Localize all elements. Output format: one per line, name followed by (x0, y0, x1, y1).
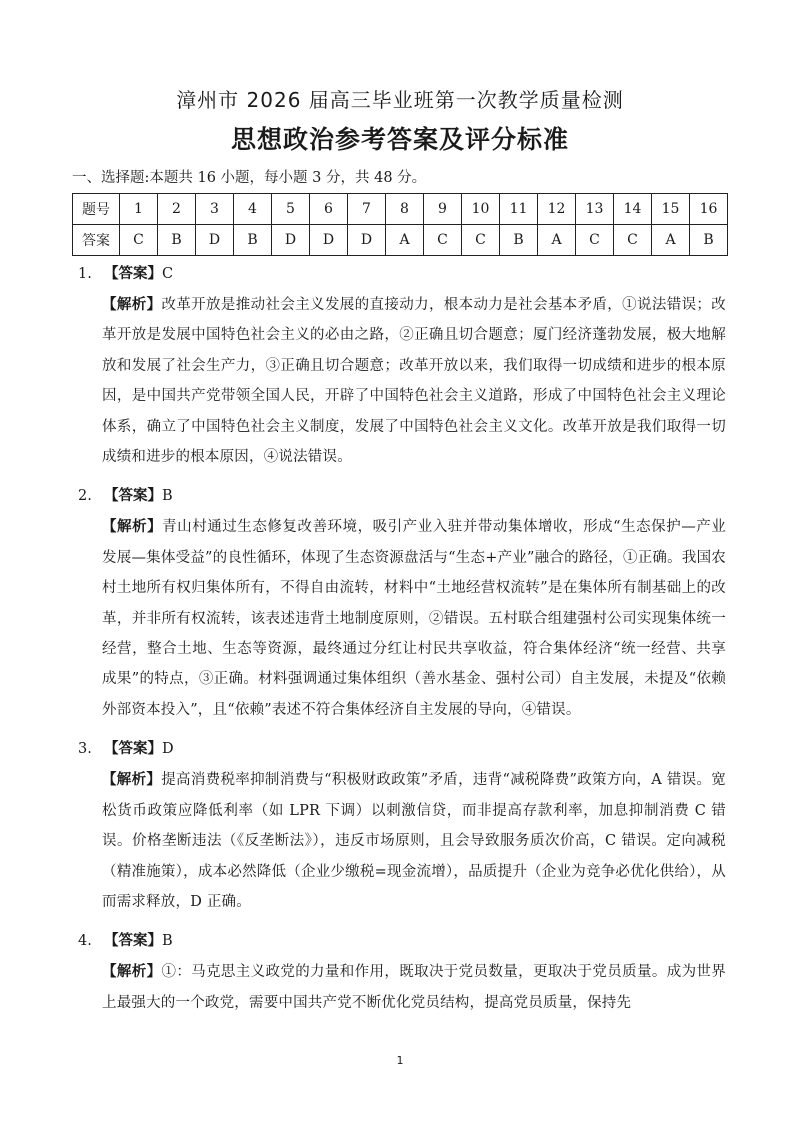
table-cell: D (348, 225, 386, 256)
table-cell: C (462, 225, 500, 256)
table-cell: C (120, 225, 158, 256)
table-cell: B (234, 225, 272, 256)
table-cell: C (614, 225, 652, 256)
analysis-paragraph (102, 765, 726, 917)
table-cell: 1 (120, 194, 158, 225)
question-answer-line (78, 258, 726, 290)
answer-value: C (162, 266, 174, 282)
question-number: 1. (78, 266, 92, 282)
question-answer-line (78, 733, 726, 765)
analysis-tag: 【解析】 (102, 771, 162, 789)
table-cell: 7 (348, 194, 386, 225)
analysis-text: 青山村通过生态修复改善环境，吸引产业入驻并带动集体增收，形成“生态保护—产业发展—集体受益”的良性循环，体现了生态资源盘活与“生态+产业”融合的路径，①正确。我国农村土地所有权归集体所有，不得自由流转，材料中“土地经营权流转”是在集体所有制基础上的改革，并非所有权流转，该表述违背土地制度原则，②错误。五村联合组建强村公司实现集体统一经营，整合土地、生态等资源，最终通过分红让村民共享收益，符合集体经济“统一经营、共享成果”的特点，③正确。材料强调通过集体组织（善水基金、强村公司）自主发展，未提及“依赖外部资本投入”，且“依赖”表述不符合集体经济自主发展的导向，④错误。 (102, 519, 726, 718)
answer-tag: 【答案】 (104, 487, 162, 505)
table-cell: 16 (690, 194, 728, 225)
question-answer-line (78, 925, 726, 957)
table-cell: 11 (500, 194, 538, 225)
table-cell: C (576, 225, 614, 256)
question-number: 2. (78, 488, 92, 505)
table-cell: 12 (538, 194, 576, 225)
question-answer-line (78, 480, 726, 512)
analysis-paragraph (102, 512, 726, 725)
row-label: 答案 (73, 225, 120, 256)
table-cell: 8 (386, 194, 424, 225)
answer-explanations (78, 258, 726, 1026)
table-cell: C (424, 225, 462, 256)
table-cell: D (196, 225, 234, 256)
table-row-answers (73, 225, 728, 256)
answer-tag: 【答案】 (104, 932, 162, 950)
answer-value: B (162, 488, 173, 505)
analysis-text: 提高消费税率抑制消费与“积极财政政策”矛盾，违背“减税降费”政策方向，A 错误。宽松货币政策应降低利率（如 LPR 下调）以刺激信贷，而非提高存款利率，加息抑制消费 C 错误。价格垄断违法（《反垄断法》），违反市场原则，且会导致服务质次价高，C 错误。定向减税（精准施策），成本必然降低（企业少缴税=现金流增），品质提升（企业为竞争必优化供给），从而需求释放，D 正确。 (102, 772, 726, 910)
analysis-paragraph (102, 957, 726, 1018)
table-cell: D (272, 225, 310, 256)
analysis-text: 改革开放是推动社会主义发展的直接动力，根本动力是社会基本矛盾，①说法错误；改革开放是发展中国特色社会主义的必由之路，②正确且切合题意；厦门经济蓬勃发展，极大地解放和发展了社会生产力，③正确且切合题意；改革开放以来，我们取得一切成绩和进步的根本原因，是中国共产党带领全国人民，开辟了中国特色社会主义道路，形成了中国特色社会主义理论体系，确立了中国特色社会主义制度，发展了中国特色社会主义文化。改革开放是我们取得一切成绩和进步的根本原因，④说法错误。 (102, 297, 726, 466)
table-cell: B (690, 225, 728, 256)
analysis-tag: 【解析】 (102, 963, 162, 981)
answer-tag: 【答案】 (104, 265, 162, 282)
table-cell: 15 (652, 194, 690, 225)
table-cell: 10 (462, 194, 500, 225)
table-cell: 3 (196, 194, 234, 225)
table-cell: 2 (158, 194, 196, 225)
table-cell: D (310, 225, 348, 256)
answer-value: B (162, 933, 173, 950)
table-cell: 4 (234, 194, 272, 225)
analysis-text: ①：马克思主义政党的力量和作用，既取决于党员数量，更取决于党员质量。成为世界上最强大的一个政党，需要中国共产党不断优化党员结构，提高党员质量，保持先 (102, 964, 726, 1011)
analysis-tag: 【解析】 (102, 518, 163, 536)
question-1 (78, 258, 726, 472)
table-cell: A (652, 225, 690, 256)
row-label: 题号 (73, 194, 120, 225)
table-cell: 13 (576, 194, 614, 225)
question-number: 3. (78, 741, 92, 758)
table-row-numbers (73, 194, 728, 225)
question-2 (78, 480, 726, 725)
document-subtitle: 思想政治参考答案及评分标准 (230, 125, 569, 154)
table-cell: 14 (614, 194, 652, 225)
question-number: 4. (78, 933, 92, 950)
answer-value: D (162, 741, 174, 758)
question-4 (78, 925, 726, 1018)
table-cell: 6 (310, 194, 348, 225)
analysis-tag: 【解析】 (102, 296, 162, 313)
table-cell: 9 (424, 194, 462, 225)
table-cell: B (500, 225, 538, 256)
analysis-paragraph (102, 290, 726, 472)
page-number: 1 (396, 1054, 404, 1067)
question-3 (78, 733, 726, 917)
table-cell: A (538, 225, 576, 256)
section-heading: 一、选择题:本题共 16 小题，每小题 3 分，共 48 分。 (72, 170, 427, 186)
exam-title: 漳州市 2026 届高三毕业班第一次教学质量检测 (176, 88, 624, 112)
answer-tag: 【答案】 (104, 740, 162, 758)
table-cell: B (158, 225, 196, 256)
table-cell: A (386, 225, 424, 256)
table-cell: 5 (272, 194, 310, 225)
answer-table (72, 193, 728, 256)
